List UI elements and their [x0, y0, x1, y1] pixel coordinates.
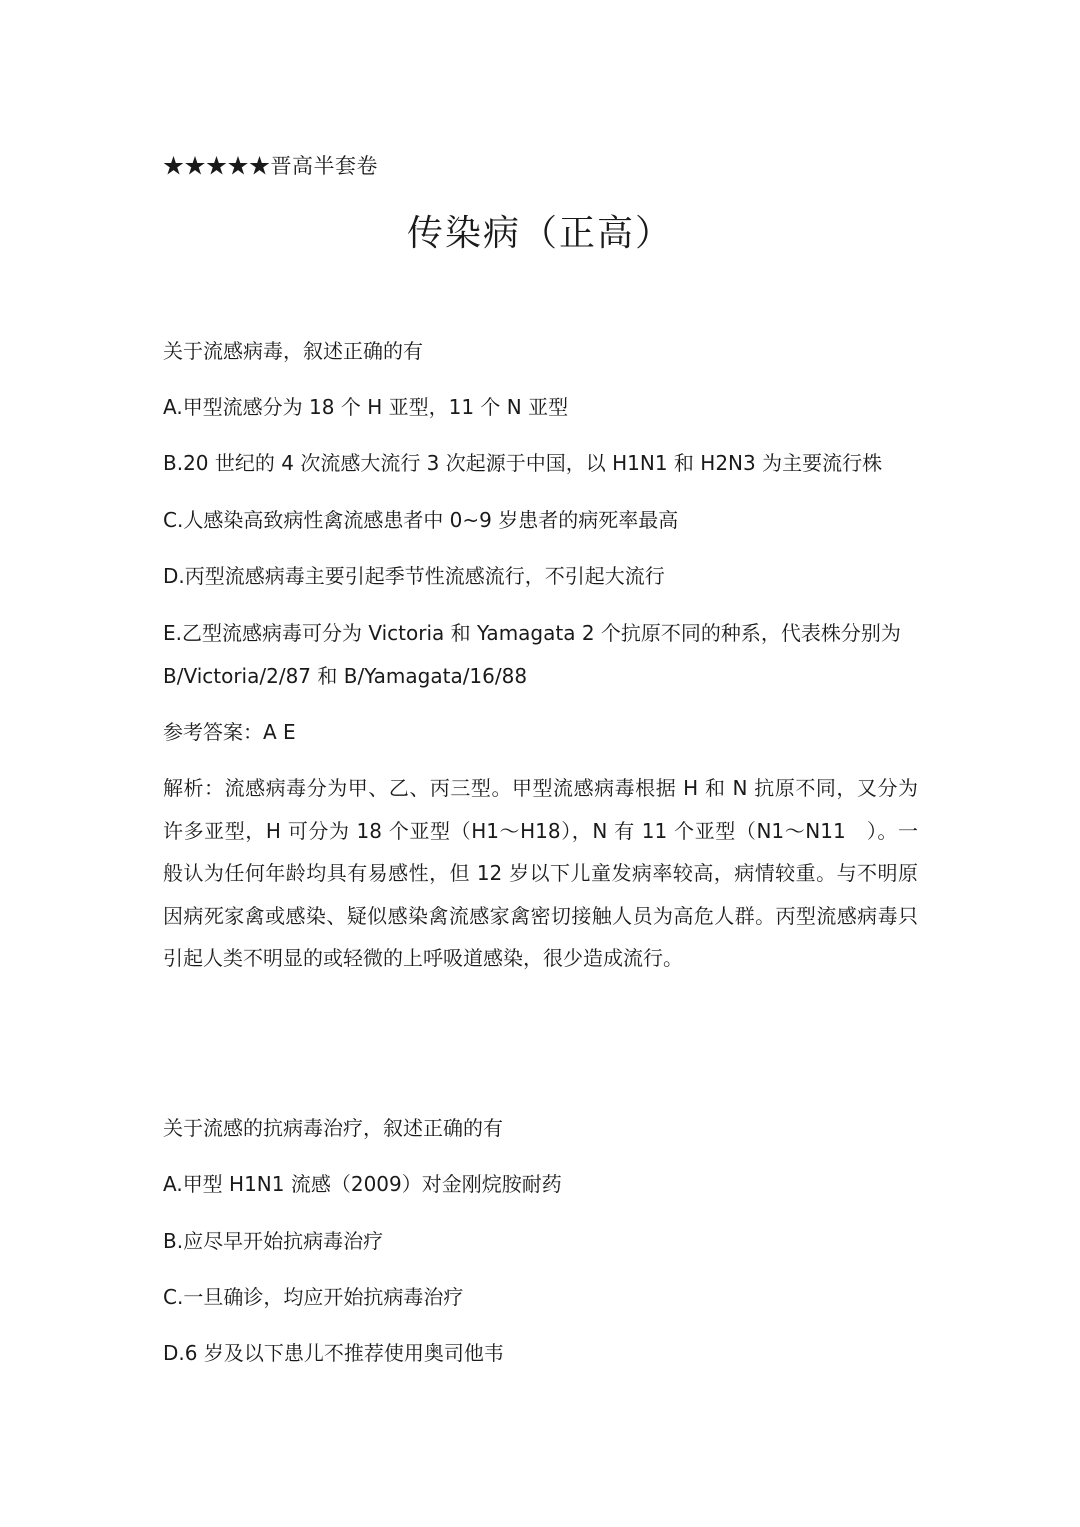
page-title: 传染病（正高） — [406, 213, 673, 254]
question-1-option-c: C.人感染高致病性禽流感患者中 0~9 岁患者的病死率最高 — [163, 508, 679, 532]
question-1-answer: 参考答案：A E — [163, 720, 296, 744]
question-1-option-b: B.20 世纪的 4 次流感大流行 3 次起源于中国，以 H1N1 和 H2N3 为主要流行株 — [163, 451, 883, 475]
question-2-stem: 关于流感的抗病毒治疗，叙述正确的有 — [163, 1116, 503, 1140]
question-2-option-d: D.6 岁及以下患儿不推荐使用奥司他韦 — [163, 1341, 504, 1365]
question-1-option-d: D.丙型流感病毒主要引起季节性流感流行，不引起大流行 — [163, 564, 665, 588]
question-2-option-c: C.一旦确诊，均应开始抗病毒治疗 — [163, 1285, 464, 1309]
question-1-analysis: 解析：流感病毒分为甲、乙、丙三型。甲型流感病毒根据 H 和 N 抗原不同，又分为许多亚型，H 可分为 18 个亚型（H1～H18），N 有 11 个亚型（N1～N11 ）。一般认为任何年龄均具有易感性，但 12 岁以下儿童发病率较高，病情较重。与不明原因病死家禽或感染、疑似感染禽流感家禽密切接触人员为高危人群。丙型流感病毒只引起人类不明显的或轻微的上呼吸道感染，很少造成流行。 — [163, 776, 918, 970]
question-2-option-b: B.应尽早开始抗病毒治疗 — [163, 1229, 384, 1253]
question-1-option-a: A.甲型流感分为 18 个 H 亚型，11 个 N 亚型 — [163, 395, 569, 419]
series-label: ★★★★★晋高半套卷 — [163, 154, 378, 178]
question-2-option-a: A.甲型 H1N1 流感（2009）对金刚烷胺耐药 — [163, 1172, 562, 1196]
question-1-option-e: E.乙型流感病毒可分为 Victoria 和 Yamagata 2 个抗原不同的种系，代表株分别为 B/Victoria/2/87 和 B/Yamagata/16/88 — [163, 621, 901, 688]
question-1-stem: 关于流感病毒，叙述正确的有 — [163, 339, 423, 363]
